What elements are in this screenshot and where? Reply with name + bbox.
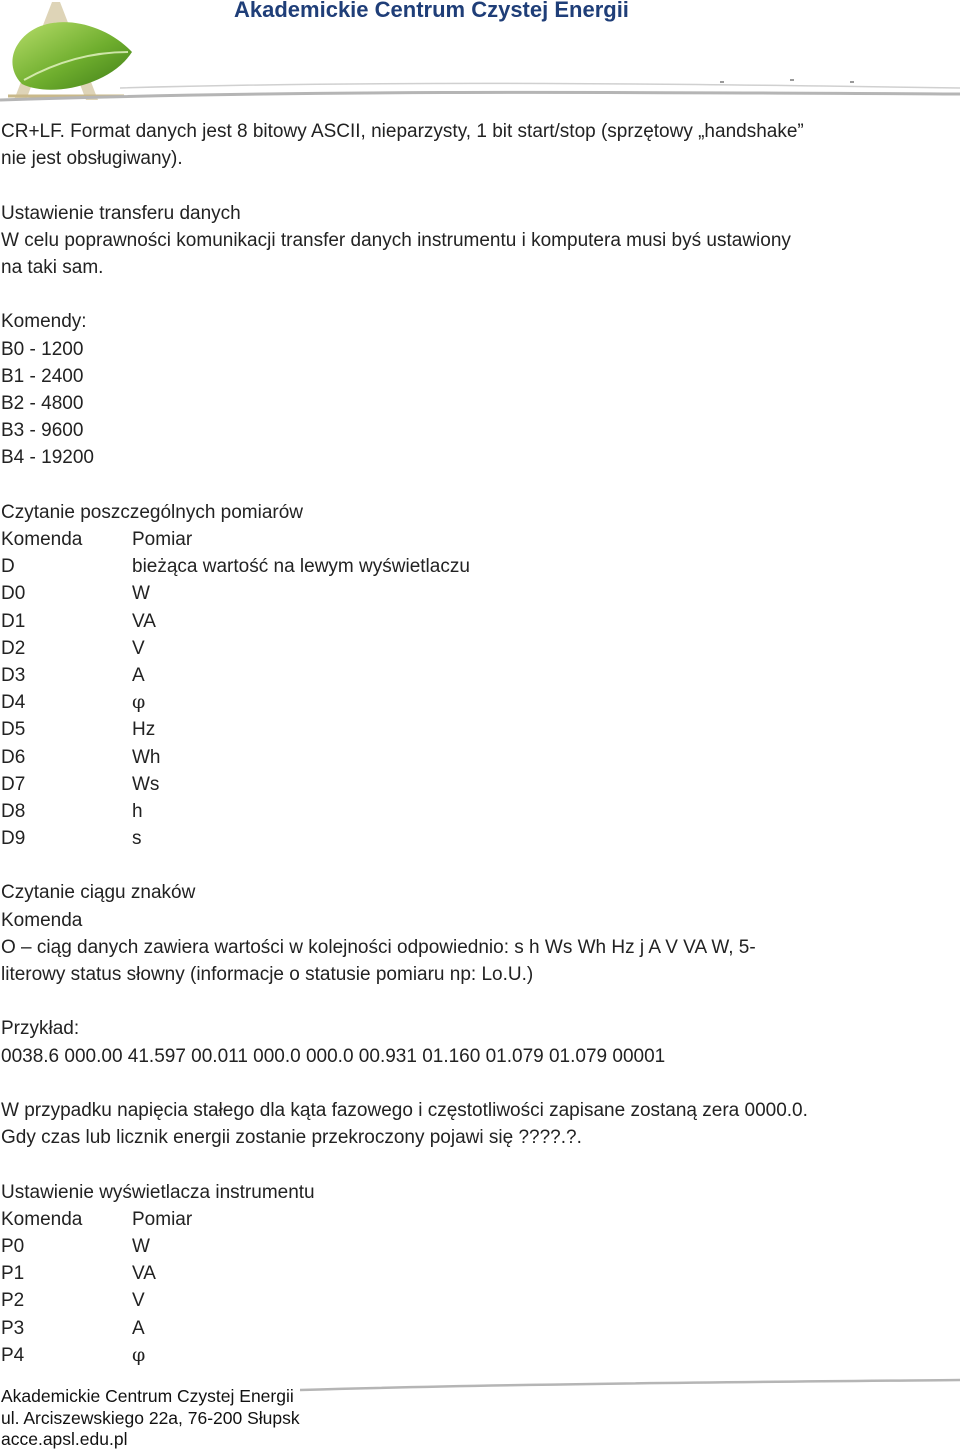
readings-row [1,662,901,689]
command-cell: D9 [1,828,26,850]
command-cell: P1 [1,1263,25,1285]
command-cell: D0 [1,583,26,605]
column-header-command: Komenda [1,529,83,550]
command-cell: P2 [1,1290,25,1312]
transfer-line-1: W celu poprawności komunikacji transfer danych instrumentu i komputera musi byś ustawiony [1,229,791,251]
display-row [1,1287,901,1314]
measurement-cell: Ws [132,773,160,795]
command-cell: D [1,556,15,578]
measurement-cell: W [132,1236,150,1258]
display-table-header [1,1206,901,1233]
measurement-cell: V [132,1290,145,1312]
baud-command: B0 - 1200 [1,338,84,360]
readings-table-header [1,526,901,553]
transfer-heading: Ustawienie transferu danych [1,202,241,224]
example-value: 0038.6 000.00 41.597 00.011 000.0 000.0 00.931 01.160 01.079 01.079 00001 [1,1045,666,1067]
column-header-command: Komenda [1,1208,83,1230]
readings-row [1,553,901,580]
document-body [1,118,901,1369]
command-cell: D3 [1,664,26,686]
intro-line-1: CR+LF. Format danych jest 8 bitowy ASCII, nieparzysty, 1 bit start/stop (sprzętowy „handshake” [1,121,804,142]
command-cell: P3 [1,1317,25,1339]
baud-command: B1 - 2400 [1,365,84,387]
measurement-cell: A [132,664,145,686]
display-row [1,1233,901,1260]
measurement-cell: s [132,828,142,850]
measurement-cell: VA [132,1263,156,1285]
string-description-line-1: O – ciąg danych zawiera wartości w kolejności odpowiednio: s h Ws Wh Hz j A V VA W, 5- [1,936,756,958]
note-line-1: W przypadku napięcia stałego dla kąta fazowego i częstotliwości zapisane zostaną zera 0000.0. [1,1100,808,1122]
readings-heading: Czytanie poszczególnych pomiarów [1,501,304,523]
command-cell: D8 [1,800,26,822]
measurement-cell: h [132,800,143,822]
baud-command: B3 - 9600 [1,420,84,442]
footer-address: ul. Arciszewskiego 22a, 76-200 Słupsk [1,1407,300,1428]
example-heading: Przykład: [1,1018,80,1040]
readings-row [1,798,901,825]
column-header-measurement: Pomiar [132,1208,193,1230]
measurement-cell: V [132,637,145,659]
header-decorative-rule [0,60,960,110]
measurement-cell: Hz [132,719,156,741]
command-cell: D7 [1,773,26,795]
intro-line-2: nie jest obsługiwany). [1,148,183,170]
measurement-cell: φ [132,1343,146,1366]
readings-row [1,635,901,662]
string-command-label: Komenda [1,909,83,931]
readings-row [1,771,901,798]
transfer-line-2: na taki sam. [1,257,104,278]
display-row [1,1315,901,1342]
string-heading: Czytanie ciągu znaków [1,882,196,904]
baud-command: B4 - 19200 [1,447,94,469]
readings-row [1,744,901,771]
display-heading: Ustawienie wyświetlacza instrumentu [1,1181,315,1203]
command-cell: D5 [1,719,26,741]
readings-row [1,825,901,852]
baud-command: B2 - 4800 [1,393,84,414]
command-cell: D2 [1,637,26,659]
footer-organization: Akademickie Centrum Czystej Energii [1,1386,294,1406]
display-row [1,1342,901,1369]
string-description-line-2: literowy status słowny (informacje o statusie pomiaru np: Lo.U.) [1,964,534,986]
readings-row [1,716,901,743]
display-row [1,1260,901,1287]
page-footer [0,1378,960,1451]
command-cell: P0 [1,1236,25,1258]
column-header-measurement: Pomiar [132,529,193,550]
footer-website-link[interactable]: acce.apsl.edu.pl [1,1429,128,1449]
command-cell: P4 [1,1344,25,1366]
command-cell: D4 [1,692,26,714]
measurement-cell: A [132,1317,145,1339]
commands-heading: Komendy: [1,311,87,333]
header-title: Akademickie Centrum Czystej Energii [234,0,629,22]
measurement-cell: Wh [132,746,161,768]
command-cell: D1 [1,610,26,632]
measurement-cell: W [132,583,150,605]
page-header [0,0,960,110]
footer-decorative-rule [300,1378,960,1392]
measurement-cell: VA [132,610,156,632]
note-line-2: Gdy czas lub licznik energii zostanie przekroczony pojawi się ????.?. [1,1127,582,1149]
measurement-cell: bieżąca wartość na lewym wyświetlaczu [132,556,470,578]
measurement-cell: φ [132,691,146,714]
readings-row [1,608,901,635]
command-cell: D6 [1,746,26,768]
readings-row [1,580,901,607]
readings-row [1,689,901,716]
